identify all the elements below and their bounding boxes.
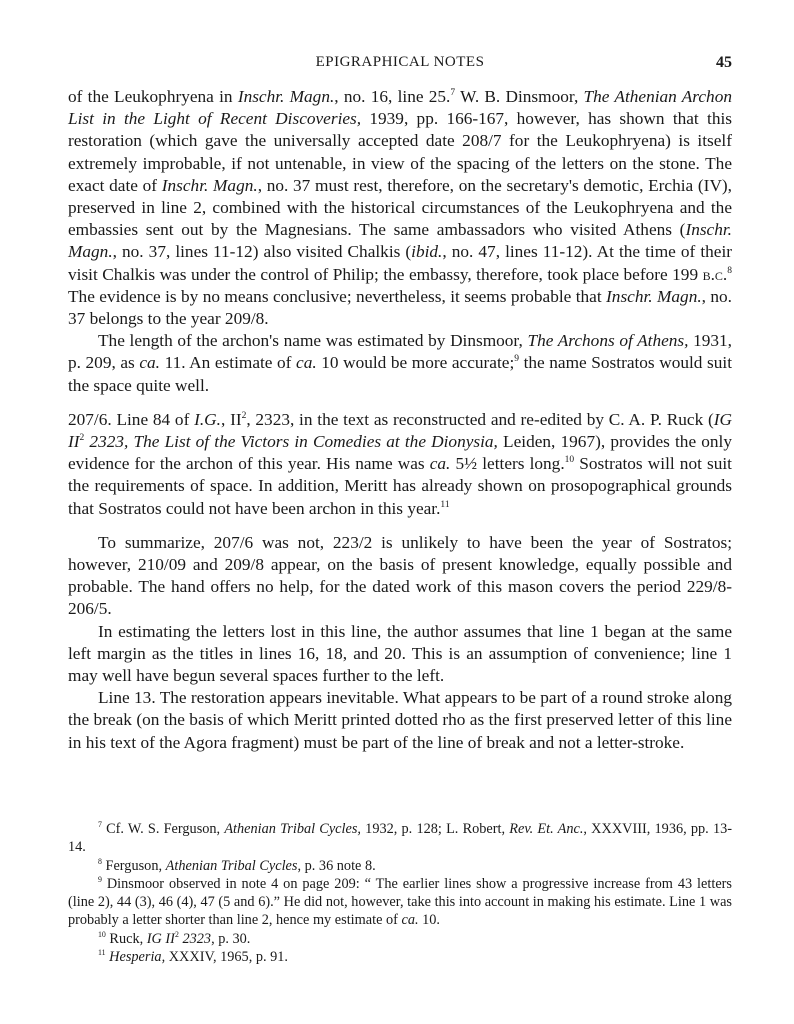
footnote-ref-10: 10 [564,455,575,466]
running-title: EPIGRAPHICAL NOTES [315,54,485,70]
footnote-ref-8: 8 [727,265,732,276]
footnotes [68,820,732,966]
footnote-8: $^8$ Ferguson, Athenian Tribal Cycles, p. 36 note 8. [98,856,376,874]
footnote-11: $^{11}$ Hesperia, XXXIV, 1965, p. 91. [98,948,289,966]
running-header [68,54,732,76]
paragraph-4: To summarize, 207/6 was not, 223/2 is unlikely to have been the year of Sostratos; however, 210/09 and 209/8 appear, on the basis of present knowledge, equally possible and probable. The hand offers no help, for the dated work of this mason covers the period 229/8-206/5. [68,532,732,619]
footnote-9: $^9$ Dinsmoor observed in note 4 on page 209: “ The earlier lines show a progressive increase from 43 letters (line 2), 44 (3), 46 (4), 47 (5 and 6).” He did not, however, take this into account in making his estimate. Line 1 was probably a letter shorter than line 2, hence my estimate of ca. 10. [68,875,732,929]
paragraph-2: The length of the archon's name was estimated by Dinsmoor, The Archons of Athens, 1931, p. 209, as ca. 11. An estimate of ca. 10 would be more accurate;$^9$ the name Sostratos would suit the space quite well. [68,331,732,395]
footnote-ref-9: 9 [514,354,519,365]
footnote-10: $^{10}$ Ruck, IG $II^2$ 2323, p. 30. [98,930,251,947]
paragraph-5: In estimating the letters lost in this line, the author assumes that line 1 began at the same left margin as the titles in lines 16, 18, and 20. This is an assumption of convenience; line 1 may well have begun several spaces further to the left. [68,621,732,686]
page-number: 45 [716,54,732,71]
footnote-ref-7: 7 [450,88,456,99]
footnote-7: $^7$ Cf. W. S. Ferguson, Athenian Tribal Cycles, 1932, p. 128; L. Robert, Rev. Et. Anc., XXXVIII, 1936, pp. 13-14. [68,820,733,856]
footnote-ref-11: 11 [440,499,450,510]
paragraph-1: of the Leukophryena in Inschr. Magn., no. 16, line 25.$^7$ W. B. Dinsmoor, The Athenian Archon List in the Light of Recent Discoveries, 1939, pp. 166-167, however, has shown that this restoration (which gave the universally accepted date 208/7 for the Leukophryena) is itself extremely improbable, if not untenable, in view of the spacing of the letters on the stone. The exact date of Inschr. Magn., no. 37 must rest, therefore, on the secretary's demotic, Erchia (IV), preserved in line 2, combined with the historical circumstances of the Leukophryena and the embassies sent out by the Magnesians. The same ambassadors who visited Athens (Inschr. Magn., no. 37, lines 11-12) also visited Chalkis (ibid., no. 47, lines 11-12). At the time of their visit Chalkis was under the control of Philip; the embassy, therefore, took place before 199 b.c.$^8$ The evidence is by no means conclusive; nevertheless, it seems probable that Inschr. Magn., no. 37 belongs to the year 209/8. [68,87,732,329]
main-text [68,86,732,754]
paragraph-6: Line 13. The restoration appears inevitable. What appears to be part of a round stroke along the break (on the basis of which Meritt printed dotted rho as the first preserved letter of this line in his text of the Agora fragment) must be part of the line of break and not a letter-stroke. [68,688,732,752]
paragraph-3: 207/6. Line 84 of I.G., $II^2$, 2323, in the text as reconstructed and re-edited by C. A. P. Ruck (IG $II^2$ 2323, The List of the Victors in Comedies at the Dionysia, Leiden, 1967), provides the only evidence for the archon of this year. His name was ca. 5½ letters long.$^{10}$ Sostratos will not suit the requirements of space. In addition, Meritt has already shown on prosopographical grounds that Sostratos could not have been archon in this year.$^{11}$ [68,409,732,518]
